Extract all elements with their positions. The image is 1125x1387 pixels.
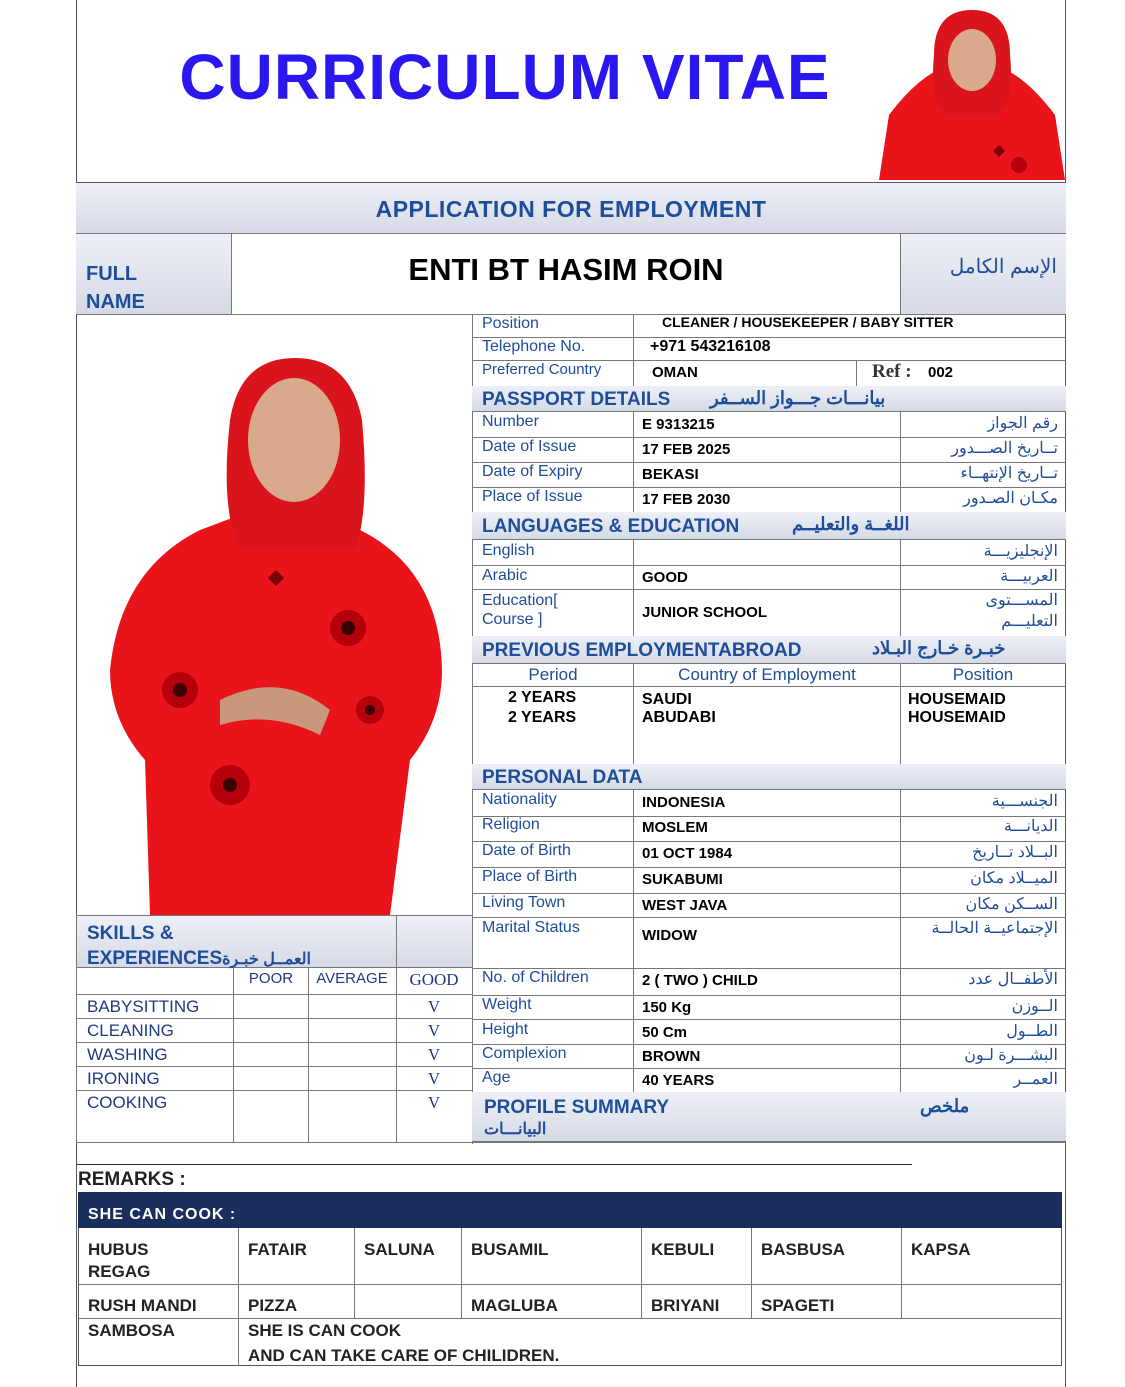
skill-good-mark: V <box>427 1069 441 1088</box>
passport-header <box>472 386 1066 412</box>
passport-3-value: 17 FEB 2030 <box>642 491 731 508</box>
passport-0-label: Number <box>482 413 539 430</box>
skill-good-mark: V <box>427 997 441 1016</box>
cook-item: FATAIR <box>248 1240 307 1259</box>
personal-2-row <box>472 841 1066 868</box>
full-name-arabic: الإسم الكامل <box>949 256 1057 278</box>
skills-columns <box>76 968 472 995</box>
telephone-row <box>472 337 1066 361</box>
remarks-note-1: SHE IS CAN COOK <box>248 1321 402 1340</box>
personal-b-3-label: Complexion <box>482 1045 567 1062</box>
cook-item: KAPSA <box>911 1240 971 1259</box>
personal-b-4-arabic: العمــر <box>1013 1071 1058 1088</box>
cook-item: PIZZA <box>248 1296 298 1315</box>
personal-1-arabic: الديانـــة <box>1003 818 1058 835</box>
education-value: JUNIOR SCHOOL <box>642 604 768 621</box>
skill-row <box>76 1091 472 1115</box>
passport-2-value: BEKASI <box>642 466 699 483</box>
education-arabic-2: التعليـــم <box>1001 613 1058 630</box>
profile-header-arabic: ملخص <box>920 1096 970 1116</box>
skill-row <box>76 995 472 1019</box>
personal-3-value: SUKABUMI <box>642 871 723 888</box>
cook-header-title: SHE CAN COOK : <box>88 1206 237 1223</box>
skills-header-arabic: العمــل خبـرة <box>222 951 311 968</box>
skill-name: COOKING <box>87 1093 168 1112</box>
personal-2-value: 01 OCT 1984 <box>642 845 733 862</box>
passport-0-row <box>472 412 1066 438</box>
marital-value: WIDOW <box>642 927 697 944</box>
cook-item: BUSAMIL <box>471 1240 549 1259</box>
english-value <box>634 540 900 565</box>
position-label: Position <box>482 315 539 332</box>
page-title: CURRICULUM VITAE <box>179 41 831 113</box>
remarks-note-2: AND CAN TAKE CARE OF CHILIDREN. <box>248 1346 560 1365</box>
personal-0-value: INDONESIA <box>642 794 726 811</box>
cook-item: HUBUS <box>88 1240 149 1259</box>
ref-label: Ref : <box>872 361 912 382</box>
personal-3-row <box>472 867 1066 894</box>
personal-b-2-arabic: الطــول <box>1006 1023 1058 1040</box>
portrait-photo-small <box>879 5 1065 180</box>
personal-b-2-value: 50 Cm <box>642 1024 688 1041</box>
education-label-1: Education[ <box>482 592 558 609</box>
cook-item: RUSH MANDI <box>88 1296 197 1315</box>
previous-body <box>472 686 1066 765</box>
personal-b-0-arabic: الأطفــال عدد <box>968 971 1058 988</box>
previous-period-2: 2 YEARS <box>508 709 577 726</box>
col-good: GOOD <box>409 970 459 989</box>
arabic-label: Arabic <box>482 567 528 584</box>
passport-header-title: PASSPORT DETAILS <box>482 389 671 410</box>
passport-3-arabic: مكـان الصـدور <box>963 490 1058 507</box>
telephone-value: +971 543216108 <box>650 338 771 355</box>
personal-1-label: Religion <box>482 816 540 833</box>
marital-row <box>472 917 1066 969</box>
profile-header-title: PROFILE SUMMARY <box>484 1097 670 1118</box>
personal-2-label: Date of Birth <box>482 842 571 859</box>
personal-4-value: WEST JAVA <box>642 897 728 914</box>
personal-header-title: PERSONAL DATA <box>482 767 643 788</box>
country-row <box>472 360 1066 387</box>
passport-3-label: Place of Issue <box>482 488 583 505</box>
cook-item: SALUNA <box>364 1240 435 1259</box>
col-country: Country of Employment <box>678 665 856 684</box>
personal-b-4-value: 40 YEARS <box>642 1072 715 1089</box>
skill-row <box>76 1019 472 1043</box>
personal-b-0-row <box>472 968 1066 996</box>
previous-header <box>472 636 1066 664</box>
personal-4-label: Living Town <box>482 894 566 911</box>
position-value: CLEANER / HOUSEKEEPER / BABY SITTER <box>662 314 954 330</box>
languages-header-arabic: اللغــة والتعليــم <box>792 514 910 534</box>
skill-good-mark: V <box>427 1021 441 1040</box>
personal-b-0-value: 2 ( TWO ) CHILD <box>642 972 758 989</box>
personal-4-row <box>472 893 1066 918</box>
skill-good-mark: V <box>427 1045 441 1064</box>
personal-b-1-row <box>472 995 1066 1020</box>
cook-item-hubus-extra: REGAG <box>88 1262 151 1281</box>
personal-0-label: Nationality <box>482 791 557 808</box>
cook-header <box>78 1192 1062 1228</box>
personal-b-3-row <box>472 1044 1066 1069</box>
personal-b-0-label: No. of Children <box>482 969 589 986</box>
telephone-label: Telephone No. <box>482 338 586 355</box>
full-name-value: ENTI BT HASIM ROIN <box>408 252 724 287</box>
cook-item: SPAGETI <box>761 1296 835 1315</box>
personal-b-1-label: Weight <box>482 996 532 1013</box>
personal-b-4-row <box>472 1068 1066 1093</box>
previous-header-title: PREVIOUS EMPLOYMENTABROAD <box>482 640 802 661</box>
passport-1-value: 17 FEB 2025 <box>642 441 731 458</box>
previous-position-2: HOUSEMAID <box>908 709 1006 726</box>
previous-header-arabic: خبـرة خـارج البـلاد <box>872 638 1006 658</box>
passport-0-arabic: رقم الجواز <box>987 415 1058 432</box>
education-label-2: Course ] <box>482 611 543 628</box>
skill-good-mark: V <box>427 1093 441 1112</box>
previous-period-1: 2 YEARS <box>508 689 577 706</box>
cook-item: KEBULI <box>651 1240 715 1259</box>
education-row <box>472 589 1066 637</box>
col-average: AVERAGE <box>316 970 388 987</box>
passport-2-label: Date of Expiry <box>482 463 583 480</box>
english-row <box>472 540 1066 566</box>
skills-header-2: EXPERIENCES <box>87 948 223 969</box>
personal-b-1-value: 150 Kg <box>642 999 692 1016</box>
profile-header-arabic-2: البيانـــات <box>484 1121 547 1138</box>
ref-value: 002 <box>928 364 954 381</box>
previous-columns <box>472 664 1066 687</box>
education-arabic-1: المســـتوى <box>985 592 1058 609</box>
skill-name: BABYSITTING <box>87 997 200 1016</box>
skill-name: WASHING <box>87 1045 168 1064</box>
english-arabic: الإنجليزيـــة <box>983 543 1058 560</box>
previous-country-1: SAUDI <box>642 691 692 708</box>
personal-b-3-arabic: البشـــرة لـون <box>964 1047 1058 1064</box>
passport-1-arabic: تــاريخ الصـــدور <box>951 440 1058 457</box>
full-name-label: FULL NAME <box>86 263 145 313</box>
cook-item: BRIYANI <box>651 1296 720 1315</box>
personal-b-1-arabic: الــوزن <box>1011 998 1058 1015</box>
personal-3-label: Place of Birth <box>482 868 578 885</box>
passport-0-value: E 9313215 <box>642 416 715 433</box>
marital-arabic: الإجتماعيــة الحالــة <box>931 920 1058 937</box>
languages-header <box>472 512 1066 540</box>
personal-0-row <box>472 790 1066 817</box>
languages-header-title: LANGUAGES & EDUCATION <box>482 516 740 537</box>
personal-header <box>472 764 1066 790</box>
profile-header <box>472 1092 1066 1142</box>
passport-1-row <box>472 437 1066 463</box>
col-position: Position <box>952 665 1014 684</box>
application-title: APPLICATION FOR EMPLOYMENT <box>375 196 767 222</box>
skills-header-1: SKILLS & <box>87 923 174 944</box>
personal-b-4-label: Age <box>482 1069 511 1086</box>
passport-2-arabic: تــاريخ الإنتهــاء <box>960 465 1058 482</box>
english-label: English <box>482 542 535 559</box>
country-value: OMAN <box>652 364 698 381</box>
cook-item-sambosa: SAMBOSA <box>88 1321 175 1340</box>
position-row <box>472 314 1066 338</box>
passport-3-row <box>472 487 1066 513</box>
arabic-row <box>472 565 1066 590</box>
personal-b-3-value: BROWN <box>642 1048 701 1065</box>
country-label: Preferred Country <box>482 361 602 378</box>
passport-header-arabic: بيانـــات جـــواز الســفر <box>710 388 886 408</box>
previous-position-1: HOUSEMAID <box>908 691 1006 708</box>
skill-row <box>76 1043 472 1067</box>
personal-2-arabic: البــلاد تــاريخ <box>972 844 1058 861</box>
remarks-label: REMARKS : <box>78 1169 186 1190</box>
portrait-photo-large <box>90 340 460 915</box>
personal-3-arabic: الميــلاد مكان <box>970 870 1058 887</box>
previous-country-2: ABUDABI <box>642 709 716 726</box>
marital-label: Marital Status <box>482 919 580 936</box>
arabic-arabic: العربيـــة <box>1000 568 1058 585</box>
personal-1-value: MOSLEM <box>642 819 708 836</box>
arabic-value: GOOD <box>642 569 688 586</box>
personal-1-row <box>472 815 1066 842</box>
cook-item: MAGLUBA <box>471 1296 558 1315</box>
personal-0-arabic: الجنســـية <box>991 793 1058 810</box>
col-poor: POOR <box>248 970 294 987</box>
passport-2-row <box>472 462 1066 488</box>
skill-row <box>76 1067 472 1091</box>
personal-4-arabic: الســكن مكان <box>965 896 1058 913</box>
skill-name: IRONING <box>87 1069 160 1088</box>
personal-b-2-label: Height <box>482 1021 529 1038</box>
cook-item: BASBUSA <box>761 1240 846 1259</box>
passport-1-label: Date of Issue <box>482 438 577 455</box>
skill-name: CLEANING <box>87 1021 174 1040</box>
personal-b-2-row <box>472 1020 1066 1045</box>
col-period: Period <box>528 665 578 684</box>
